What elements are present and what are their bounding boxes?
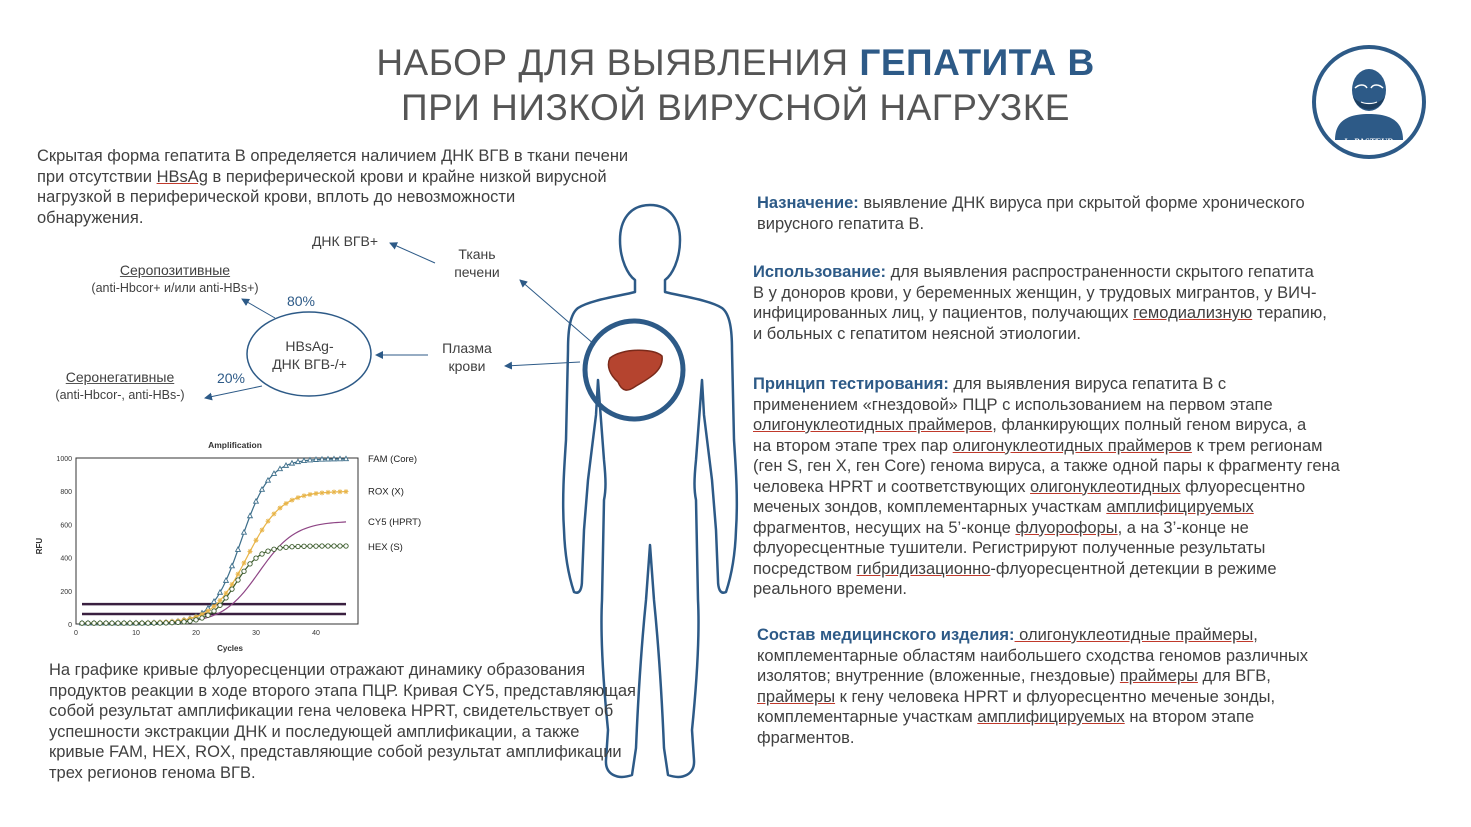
dna-plus-label: ДНК ВГВ+ xyxy=(311,233,379,249)
title-highlight: ГЕПАТИТА В xyxy=(859,42,1095,83)
data-point xyxy=(344,489,349,494)
data-point xyxy=(164,621,168,625)
data-point xyxy=(206,613,210,617)
data-point xyxy=(158,621,162,625)
data-point xyxy=(218,603,222,607)
data-point xyxy=(194,618,198,622)
data-point xyxy=(302,544,306,548)
principle-heading: Принцип тестирования: xyxy=(753,375,949,393)
x-tick-label: 20 xyxy=(192,630,200,637)
data-point xyxy=(302,493,307,498)
data-point xyxy=(92,621,96,625)
title-line-1: НАБОР ДЛЯ ВЫЯВЛЕНИЯ ГЕПАТИТА В xyxy=(376,42,1095,83)
usage-section: Использование: для выявления распространенности скрытого гепатита В у доноров крови, у беременных женщин, у трудовых мигрантов, у ВИЧ- инфицированных лиц, у пациентов, получающих гемодиализную терапию, и больных с гепатитом неясной этиологии. xyxy=(753,263,1327,343)
liver-icon xyxy=(608,350,662,390)
data-point xyxy=(254,538,259,543)
ellipse-label: HBsAg- ДНК ВГВ-/+ xyxy=(272,338,347,372)
data-point xyxy=(326,544,330,548)
data-point xyxy=(254,556,258,560)
arrow-to-seropositive xyxy=(242,299,275,318)
data-point xyxy=(296,544,300,548)
data-point xyxy=(200,616,204,620)
y-tick-label: 600 xyxy=(60,522,72,530)
data-point xyxy=(278,546,282,550)
data-point xyxy=(128,621,132,625)
x-tick-label: 40 xyxy=(312,630,320,637)
data-point xyxy=(224,596,228,600)
data-point xyxy=(212,609,216,613)
data-point xyxy=(326,490,331,495)
data-point xyxy=(332,544,336,548)
arrow-to-dna-plus xyxy=(390,243,435,263)
data-point xyxy=(248,549,253,554)
plot-area xyxy=(76,458,358,624)
data-point xyxy=(236,572,241,577)
chart-title: Amplification xyxy=(208,440,262,450)
data-point xyxy=(248,562,252,566)
data-point xyxy=(152,621,156,625)
principle-section: Принцип тестирования: для выявления вируса гепатита В с применением «гнездовой» ПЦР с использованием на первом этапе олигонуклеотидных праймеров, фланкирующих полный геном вируса, а на втором этапе трех пар олигонуклеотидных праймеров к трем регионам (ген S, ген X, ген Core) генома вируса, а также одной пары к фрагменту гена человека HPRT и соответствующих олигонуклеотидных флуоресцентно меченых зондов, комплементарных участкам амплифицируемых фрагментов, несущих на 5’-конце флуорофоры, а на 3’-конце не флуоресцентные тушители. Регистрируют полученные результаты посредством гибридизационно-флуоресцентной детекции в режиме реального времени. xyxy=(753,375,1340,598)
data-point xyxy=(290,498,295,503)
data-point xyxy=(296,495,301,500)
data-point xyxy=(326,457,331,461)
data-point xyxy=(260,528,265,533)
data-point xyxy=(122,621,126,625)
legend-label: FAM (Core) xyxy=(368,453,418,465)
data-point xyxy=(98,621,102,625)
x-tick-label: 0 xyxy=(74,630,78,637)
data-point xyxy=(170,620,174,624)
data-point xyxy=(134,621,138,625)
data-point xyxy=(320,457,325,461)
data-point xyxy=(182,620,186,624)
data-point xyxy=(86,621,90,625)
intro-paragraph: Скрытая форма гепатита В определяется наличием ДНК ВГВ в ткани печени при отсутствии HBsAg в периферической крови и крайне низкой вирусной нагрузкой в периферической крови, вплоть до невозможности обнаружения. xyxy=(37,147,629,227)
data-point xyxy=(176,620,180,624)
data-point xyxy=(242,560,247,565)
logo-text: L. PASTEUR xyxy=(1344,136,1394,146)
data-point xyxy=(344,456,349,460)
data-point xyxy=(266,519,271,524)
data-point xyxy=(332,456,337,460)
data-point xyxy=(146,621,150,625)
data-point xyxy=(332,490,337,495)
data-point xyxy=(116,621,120,625)
data-point xyxy=(308,492,313,497)
amplification-chart xyxy=(30,436,460,656)
data-point xyxy=(236,578,240,582)
x-tick-label: 10 xyxy=(132,630,140,637)
data-point xyxy=(218,598,223,603)
data-point xyxy=(308,544,312,548)
y-tick-label: 1000 xyxy=(56,456,72,463)
data-point xyxy=(320,544,324,548)
purpose-heading: Назначение: xyxy=(757,194,859,212)
data-point xyxy=(230,587,234,591)
data-point xyxy=(344,544,348,548)
legend-label: HEX (S) xyxy=(368,541,403,553)
data-point xyxy=(290,545,294,549)
data-point xyxy=(260,552,264,556)
data-point xyxy=(140,621,144,625)
y-tick-label: 400 xyxy=(60,555,72,563)
y-tick-label: 800 xyxy=(60,489,72,497)
data-point xyxy=(188,619,192,623)
data-point xyxy=(284,501,289,506)
composition-heading: Состав медицинского изделия: xyxy=(757,626,1015,644)
data-point xyxy=(104,621,108,625)
data-point xyxy=(338,456,343,460)
data-point xyxy=(242,569,246,573)
pct-20: 20% xyxy=(216,370,246,386)
plasma-label: Плазма крови xyxy=(442,340,492,374)
legend-label: ROX (X) xyxy=(368,486,404,498)
x-tick-label: 30 xyxy=(252,630,260,637)
data-point xyxy=(314,544,318,548)
data-point xyxy=(272,547,276,551)
data-point xyxy=(212,604,217,609)
data-point xyxy=(320,490,325,495)
data-point xyxy=(314,491,319,496)
y-tick-label: 200 xyxy=(60,588,72,596)
data-point xyxy=(338,489,343,494)
data-point xyxy=(278,506,283,511)
chart-y-label: RFU xyxy=(35,537,44,555)
data-point xyxy=(266,549,270,553)
pct-80: 80% xyxy=(286,293,316,309)
title-line-2: ПРИ НИЗКОЙ ВИРУСНОЙ НАГРУЗКЕ xyxy=(401,87,1070,128)
data-point xyxy=(272,511,277,516)
seronegative-label: Серонегативные (anti-Hbcor-, anti-HBs-) xyxy=(55,369,185,402)
usage-heading: Использование: xyxy=(753,263,887,281)
data-point xyxy=(80,621,84,625)
y-tick-label: 0 xyxy=(68,622,72,629)
data-point xyxy=(284,545,288,549)
composition-section: Состав медицинского изделия: олигонуклеотидные праймеры, комплементарные областям наибольшего сходства геномов различных изолятов; внутренние (вложенные, гнездовые) праймеры для ВГВ, праймеры к гену человека HPRT и флуоресцентно меченые зонды, комплементарные участкам амплифицируемых на втором этапе фрагментов. xyxy=(757,626,1309,747)
purpose-section: Назначение: выявление ДНК вируса при скрытой форме хронического вирусного гепатита В. xyxy=(757,194,1305,233)
tissue-label: Ткань печени xyxy=(454,246,500,280)
arrow-to-seronegative xyxy=(205,386,262,398)
legend-label: CY5 (HPRT) xyxy=(368,516,422,528)
data-point xyxy=(338,544,342,548)
data-point xyxy=(110,621,114,625)
chart-x-label: Cycles xyxy=(217,644,243,653)
seropositive-label: Серопозитивные (anti-Hbcor+ и/или anti-HBs+) xyxy=(91,262,259,295)
chart-caption: На графике кривые флуоресценции отражают динамику образования продуктов реакции в ходе второго этапа ПЦР. Кривая CY5, представляющая собой результат амплификации гена человека HPRT, свидетельствует об успешности экстракции ДНК и последующей амплификации, а также кривые FAM, HEX, ROX, представляющие собой результат амплификации трех регионов генома ВГВ. xyxy=(49,661,636,782)
